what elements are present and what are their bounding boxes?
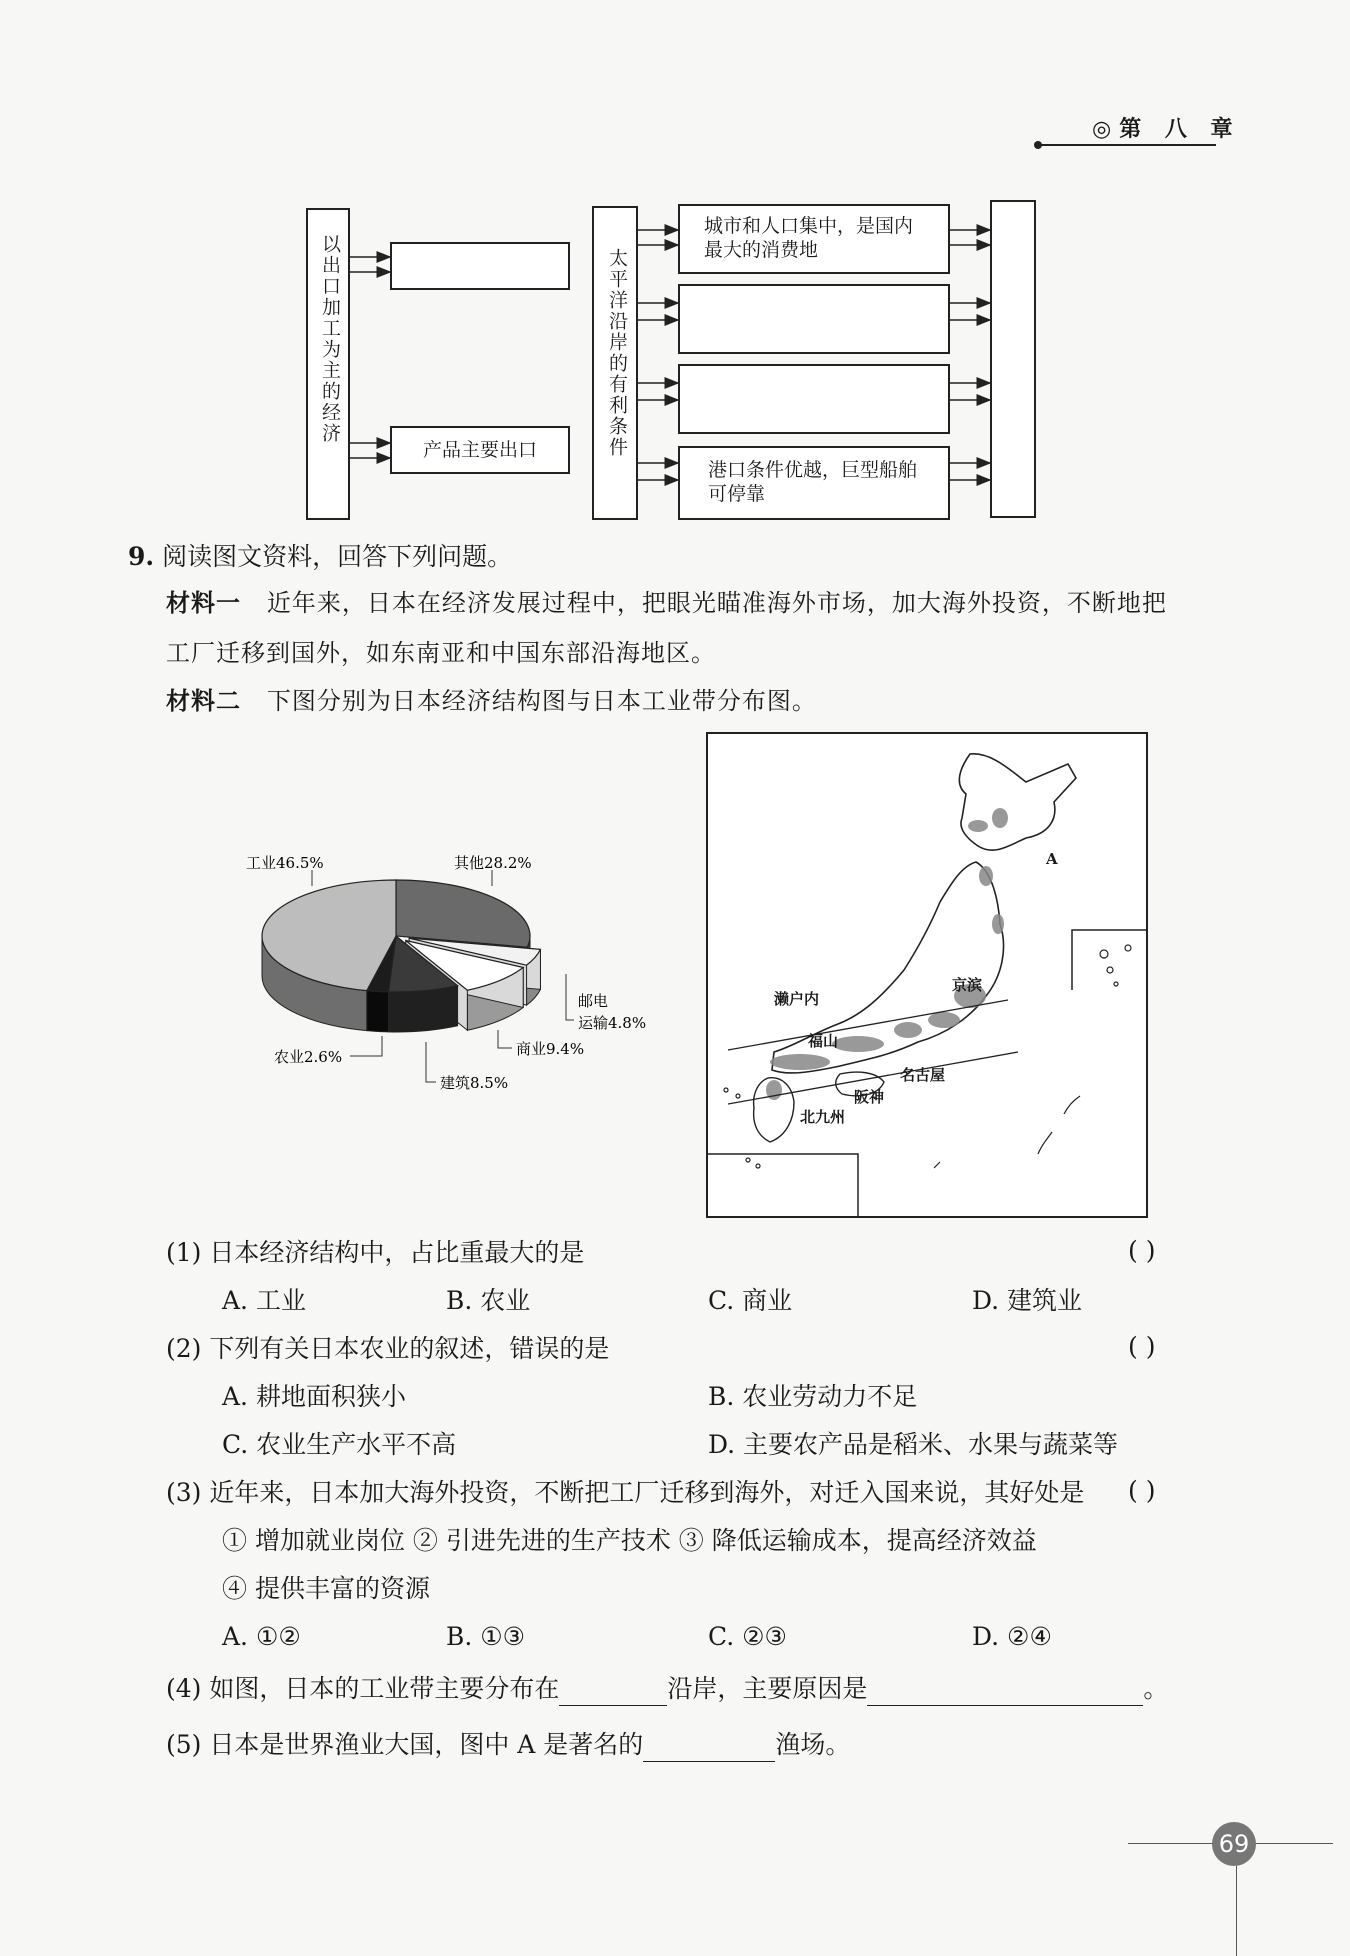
japan-map-drawing [708, 734, 1146, 1216]
left-column-label: 以出口加工为主的经济 [319, 234, 341, 444]
q4-part3: 。 [1143, 1674, 1169, 1703]
q1-answer-paren[interactable]: ( ) [1128, 1236, 1156, 1265]
page-number-stem [1236, 1866, 1237, 1956]
question-number: 9. [128, 542, 155, 571]
q4-line [166, 1672, 1168, 1706]
material1-line2: 工厂迁移到国外，如东南亚和中国东部沿海地区。 [166, 639, 716, 667]
question9-prompt [128, 540, 512, 574]
label-youdian-1: 邮电 [578, 992, 609, 1010]
condition-text-1: 城市和人口集中，是国内最大的消费地 [704, 215, 914, 261]
q5-part2: 渔场。 [775, 1730, 851, 1759]
material2-text: 下图分别为日本经济结构图与日本工业带分布图。 [266, 687, 817, 715]
result-box [990, 200, 1036, 518]
q2-option-d[interactable]: D. 主要农产品是稻米、水果与蔬菜等 [708, 1430, 1119, 1459]
header-rule-dot [1034, 141, 1042, 149]
label-shangye: 商业9.4% [516, 1040, 585, 1058]
q2-option-c[interactable]: C. 农业生产水平不高 [222, 1430, 457, 1459]
condition-text-4: 港口条件优越，巨型船舶可停靠 [708, 459, 918, 505]
q3-option-d[interactable]: D. ②④ [972, 1622, 1052, 1651]
q1-option-d[interactable]: D. 建筑业 [972, 1286, 1083, 1315]
map-label-nagoya: 名古屋 [900, 1066, 946, 1084]
leader-nongye [350, 1036, 382, 1056]
bottom-left-box [390, 426, 570, 474]
q4-blank-reason[interactable] [867, 1677, 1143, 1706]
q5-part1: (5) 日本是世界渔业大国，图中 A 是著名的 [166, 1730, 644, 1759]
top-left-box [390, 242, 570, 290]
left-column-box [306, 208, 350, 520]
material2-label: 材料二 [166, 686, 241, 715]
condition-box-1 [678, 204, 950, 274]
label-jianzhu: 建筑8.5% [440, 1074, 509, 1092]
economy-pie-chart [230, 850, 670, 1110]
q2-answer-paren[interactable]: ( ) [1128, 1332, 1156, 1361]
question9-prompt-text: 阅读图文资料，回答下列问题。 [162, 542, 513, 571]
pie-side-建筑 [388, 986, 457, 1032]
label-qita: 其他28.2% [454, 854, 532, 872]
q2-stem: (2) 下列有关日本农业的叙述，错误的是 [166, 1334, 610, 1363]
leader-youdian [566, 974, 574, 1020]
condition-box-2 [678, 284, 950, 354]
q5-blank-fishery[interactable] [643, 1733, 775, 1762]
flow-diagram [300, 200, 1040, 522]
q4-blank-coast[interactable] [559, 1677, 667, 1706]
condition-box-4 [678, 446, 950, 520]
leader-shangye [498, 1030, 512, 1048]
pie-side-农业 [367, 991, 389, 1032]
map-label-setonai: 濑户内 [774, 990, 820, 1008]
q3-option-a[interactable]: A. ①② [222, 1622, 301, 1651]
material1-text-1: 近年来，日本在经济发展过程中，把眼光瞄准海外市场，加大海外投资，不断地把 [266, 589, 1167, 617]
middle-column-box [592, 206, 638, 520]
map-label-a: A [1046, 850, 1058, 868]
q3-option-b[interactable]: B. ①③ [446, 1622, 526, 1651]
label-gongye: 工业46.5% [246, 854, 324, 872]
bottom-left-box-text: 产品主要出口 [422, 439, 537, 461]
q1-stem: (1) 日本经济结构中，占比重最大的是 [166, 1238, 585, 1267]
condition-box-3 [678, 364, 950, 434]
q4-part2: 沿岸，主要原因是 [667, 1674, 868, 1703]
q1-option-b[interactable]: B. 农业 [446, 1286, 531, 1315]
map-label-fukuyama: 福山 [808, 1032, 839, 1050]
pie-slice-其他 [396, 880, 530, 947]
q3-stem: (3) 近年来，日本加大海外投资，不断把工厂迁移到海外，对迁入国来说，其好处是 [166, 1478, 1085, 1507]
q3-items-line2: ④ 提供丰富的资源 [222, 1574, 430, 1603]
q3-answer-paren[interactable]: ( ) [1128, 1476, 1156, 1505]
q3-items-line1: ① 增加就业岗位 ② 引进先进的生产技术 ③ 降低运输成本，提高经济效益 [222, 1526, 1037, 1555]
q3-option-c[interactable]: C. ②③ [708, 1622, 787, 1651]
material1-label: 材料一 [166, 588, 241, 617]
header-rule [1036, 144, 1216, 146]
map-label-hanshin: 阪神 [854, 1088, 885, 1106]
leader-jianzhu [426, 1042, 436, 1082]
q2-option-b[interactable]: B. 农业劳动力不足 [708, 1382, 918, 1411]
q1-option-c[interactable]: C. 商业 [708, 1286, 793, 1315]
japan-industrial-map [706, 732, 1148, 1218]
label-youdian-2: 运输4.8% [578, 1014, 647, 1032]
q5-line [166, 1728, 850, 1762]
q1-option-a[interactable]: A. 工业 [222, 1286, 306, 1315]
material1-line1 [166, 586, 1167, 620]
page-number: 69 [1212, 1822, 1256, 1866]
label-nongye: 农业2.6% [274, 1048, 343, 1066]
material2-line [166, 684, 817, 718]
map-label-jingbin: 京滨 [952, 976, 983, 994]
q4-part1: (4) 如图，日本的工业带主要分布在 [166, 1674, 560, 1703]
middle-column-label: 太平洋沿岸的有利条件 [606, 248, 628, 458]
pie-tops [262, 880, 540, 992]
q2-option-a[interactable]: A. 耕地面积狭小 [222, 1382, 406, 1411]
map-label-kitakyushu: 北九州 [800, 1108, 846, 1126]
chapter-header: ◎第 八 章 [1092, 116, 1241, 142]
